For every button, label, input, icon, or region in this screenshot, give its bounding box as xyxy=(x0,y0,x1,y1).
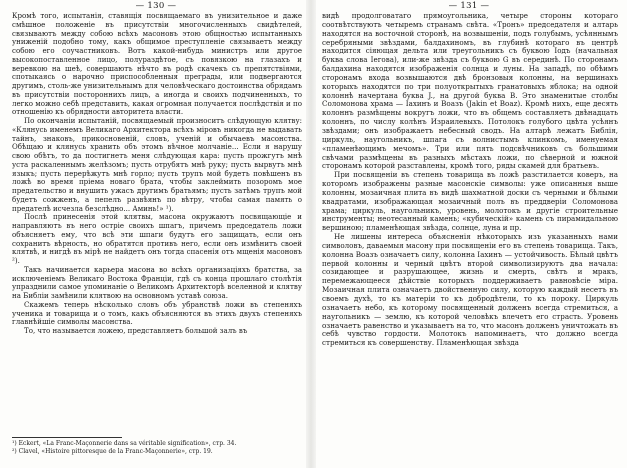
right-page-text xyxy=(322,12,618,348)
paragraph: По окончаніи испытаній, посвящаемый произноситъ слѣдующую клятву: «Клянусь именемъ Великаго Архитектора всѣхъ міровъ никогда не выдавать тайнъ, знаковъ, прикосновеній, словъ, ученій и обычаевъ масонства. Обѣщаю и клянусь хранить объ этомъ вѣчное молчаніе... Если я нарушу свою обѣтъ, то да постигнетъ меня слѣдующая кара: пусть прожгутъ мнѣ уста раскаленнымъ желѣзомъ; пусть отрубятъ мнѣ руку; пусть вырвутъ мнѣ языкъ; пусть перерѣжутъ мнѣ горло; пусть трупъ мой будетъ повѣшенъ въ ложѣ во время пріема новаго брата, чтобы заклеймить позоромъ мое предательство и внушить ужасъ другимъ братьямъ; пусть затѣмъ трупъ мой будетъ сожженъ, а пепелъ развѣянъ по вѣтру, чтобы самая память о предателѣ исчезла безслѣдно... Аминь!» ¹). xyxy=(12,116,302,213)
paragraph: видѣ продолговатаго прямоугольника, четыре стороны котораго соотвѣтствуютъ четыремъ странамъ свѣта. «Тронъ» председателя и алтарь находятся на восточной сторонѣ, на возвышеніи, подъ голубымъ, усѣяннымъ серебряными звѣздами, балдахиномъ, въ глубинѣ котораго въ центрѣ находится сіяющая дельта или треугольникъ съ буквою Іодъ (начальная буква слова Іегова), или-же звѣзда съ буквою G въ серединѣ. По сторонамъ балдахина находятся изображенія солнца и луны. На западѣ, по обѣимъ сторонамъ входа возвышаются двѣ бронзовыя колонны, на вершинахъ которыхъ находятся по три полуоткрытыхъ гранатовыхъ яблока; на одной колоннѣ начертана буква J., на другой буква B. Это знаменитые столбы Соломонова храма — Іахинъ и Воазъ (Jakin et Boaz). Кромѣ нихъ, еще десять колоннъ размѣщены вокругъ ложи, что въ общемъ составляетъ двѣнадцать колоннъ, по числу колѣнъ Израилевыхъ. Потолокъ голубого цвѣта усѣянъ звѣздами; онъ изображаетъ небесный сводъ. На алтарѣ лежатъ Библія, циркуль, наугольникъ, шпага съ волнистымъ клинкомъ, именуемая «пламенѣющимъ мечомъ». Три или пять подсвѣчниковъ съ большими свѣчами размѣщены въ разныхъ мѣстахъ ложи, по сѣверной и южной сторонамъ которой разставлены, кромѣ того, ряды скамей для братьевъ. xyxy=(322,11,618,171)
paragraph: Послѣ принесенія этой клятвы, масона окружаютъ посвящающіе и направляютъ въ него остріе своихъ шпагъ, причемъ председатель ложи объясняетъ ему, что всѣ эти шпаги будутъ его защищать, если онъ сохранитъ вѣрность, но обратятся противъ него, если онъ измѣнитъ своей клятвѣ, и нигдѣ въ мірѣ не найдетъ онъ тогда спасенія отъ мщенія масоновъ ²). xyxy=(12,212,302,265)
paragraph: То, что называется ложею, представляетъ большой залъ въ xyxy=(24,326,248,335)
left-page xyxy=(8,0,304,468)
right-page xyxy=(318,0,620,468)
page-number: — 131 — xyxy=(448,1,490,11)
paragraph: Не лишены интереса объясненія нѣкоторыхъ изъ указанныхъ нами символовъ, даваемыя масону при посвященіи его въ степень товарища. Такъ, колонна Воазъ означаетъ силу, колонна Іахинъ — устойчивость. Бѣлый цвѣтъ первой колонны и черный цвѣтъ второй символизируютъ два начала: созидающее и разрушающее, жизнь и смерть, свѣтъ и мракъ, перемежающееся дѣйствіе которыхъ поддерживаетъ равновѣсіе міра. Мозаичная плита означаетъ двойственную силу, которую каждый несетъ въ своемъ духѣ, то къ матеріи то къ добродѣтели, то къ пороку. Циркуль означаетъ небо, къ которому посвященный долженъ всегда стремиться, а наугольникъ — землю, къ которой человѣкъ влечетъ его страсть. Уровень означаетъ равенство и указываетъ на то, что масонъ долженъ уничтожать въ себѣ чувство гордости. Молотокъ напоминаетъ, что должно всегда стремиться къ совершенству. Пламенѣющая звѣзда xyxy=(322,232,618,348)
paragraph: Скажемъ теперь нѣсколько словъ объ убранствѣ ложи въ степеняхъ ученика и товарища и о томъ, какъ объясняются въ этихъ двухъ степеняхъ главнѣйшіе символы масонства. xyxy=(12,299,302,327)
footnote: ¹) Eckert, «La Franc-Maçonnerie dans sa véritable signification», стр. 34. xyxy=(12,440,237,447)
paragraph: При посвященіи въ степень товарища въ ложѣ разстилается коверъ, на которомъ изображены разные масонскіе символы: уже описанныя выше колонны, мозаичная плита въ видѣ шахматной доски съ черными и бѣлыми квадратами, изображающая мозаичный полъ въ преддверіи Соломонова храма; циркуль, наугольникъ, уровень, молотокъ и другіе строительные инструменты; неотесанный камень; «кубическій» камень съ пирамидальною вершиною; пламенѣющая звѣзда, солнце, луна и пр. xyxy=(322,170,618,233)
paragraph: Кромѣ того, испытанія, ставящія посвящаемаго въ унизительное и даже смѣшное положеніе въ присутствіи многочисленныхъ свидѣтелей, связываютъ между собою всѣхъ масоновъ этою общностью испытанныхъ униженій подобно тому, какъ общимое преступленіе связываетъ между собою его соучастниковъ. Вотъ какой-нибудь министръ или другое высокопоставленное лицо, полураздѣтое, съ повязкою на глазахъ и веревкою на шеѣ, совершаютъ нѣчто въ родѣ скачекъ съ препятствіями, спотыкаясь о нарочно приспособленныя преграды, или подвергаются другимъ, столь-же унизительнымъ для человѣческаго достоинства обрядамъ въ присутствіи постороннихъ лицъ, а иногда и своихъ подчиненныхъ, то легко можно себѣ представить, какая огромная получается послѣдствія и по отношенію къ обрядности авторитета власти. xyxy=(12,11,302,117)
footnote-divider xyxy=(12,437,122,438)
book-gutter xyxy=(306,0,316,468)
left-page-text xyxy=(12,12,302,336)
footnote: ²) Clavel, «Histoire pittoresque de la Franc-Maçonnerie», стр. 19. xyxy=(12,448,213,455)
paragraph: Такъ начинается карьера масона во всѣхъ организаціяхъ братства, за исключеніемъ Великаго Востока Франціи, гдѣ съ конца прошлаго столѣтія упразднили самое упоминаніе о Великомъ Архитекторѣ вселенной и клятву на Библіи замѣнили клятвою на основномъ уставѣ союза. xyxy=(12,264,302,300)
page-number: — 130 — xyxy=(135,1,177,11)
